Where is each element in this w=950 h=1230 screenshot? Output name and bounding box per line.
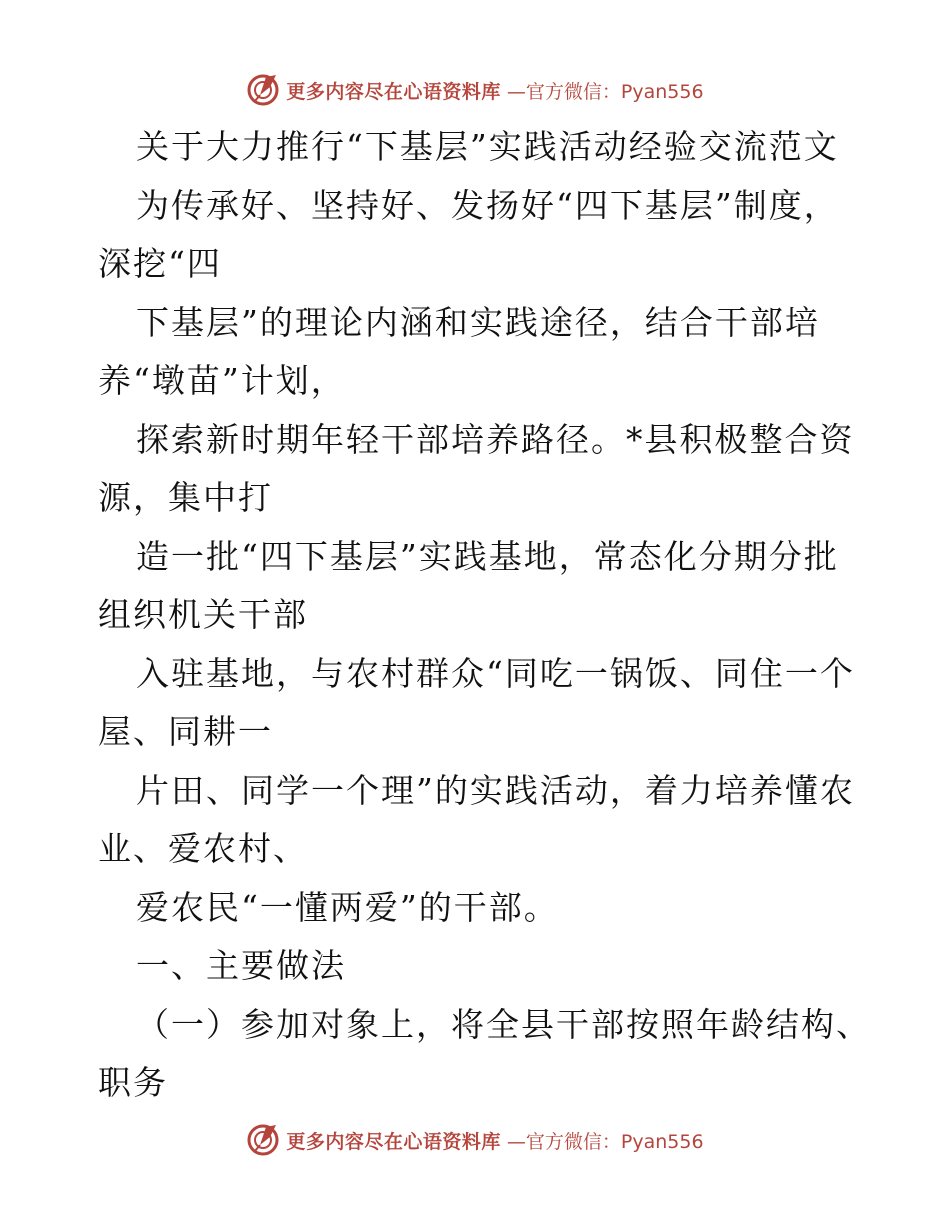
pen-circle-logo-icon bbox=[246, 1123, 280, 1157]
paragraph-line: 业、爱农村、 bbox=[98, 829, 308, 868]
section-heading: 一、主要做法 bbox=[136, 946, 346, 985]
document-body bbox=[98, 118, 871, 1113]
paragraph-line: 为传承好、坚持好、发扬好“四下基层”制度， bbox=[136, 185, 839, 225]
pen-circle-logo-icon bbox=[246, 73, 280, 107]
paragraph-line: 屋、同耕一 bbox=[98, 712, 273, 751]
paragraph-line: 职务 bbox=[98, 1063, 168, 1102]
paragraph-line: 组织机关干部 bbox=[98, 595, 308, 634]
paragraph-line: 入驻基地，与农村群众“同吃一锅饭、同住一个 bbox=[136, 653, 855, 693]
footer-watermark-banner bbox=[0, 1120, 950, 1160]
paragraph-line: 下基层”的理论内涵和实践途径，结合干部培 bbox=[136, 302, 820, 342]
header-watermark-banner bbox=[0, 70, 950, 110]
paragraph-line: 爱农民“一懂两爱”的干部。 bbox=[136, 887, 559, 927]
paragraph-line: 深挖“四 bbox=[98, 244, 222, 283]
watermark-main-text: 更多内容尽在心语资料库 bbox=[286, 1130, 501, 1153]
document-title: 关于大力推行“下基层”实践活动经验交流范文 bbox=[136, 127, 839, 166]
paragraph-line: 养“墩苗”计划， bbox=[98, 361, 346, 400]
watermark-wechat-text: —官方微信：Pyan556 bbox=[506, 1130, 704, 1153]
paragraph-line: 造一批“四下基层”实践基地，常态化分期分批 bbox=[136, 536, 839, 576]
paragraph-line: 探索新时期年轻干部培养路径。*县积极整合资 bbox=[136, 419, 855, 459]
paragraph-line: （一）参加对象上，将全县干部按照年龄结构、 bbox=[136, 1004, 871, 1044]
watermark-wechat-text: —官方微信：Pyan556 bbox=[506, 80, 704, 103]
watermark-main-text: 更多内容尽在心语资料库 bbox=[286, 80, 501, 103]
paragraph-line: 片田、同学一个理”的实践活动，着力培养懂农 bbox=[136, 770, 855, 810]
paragraph-line: 源，集中打 bbox=[98, 478, 273, 517]
